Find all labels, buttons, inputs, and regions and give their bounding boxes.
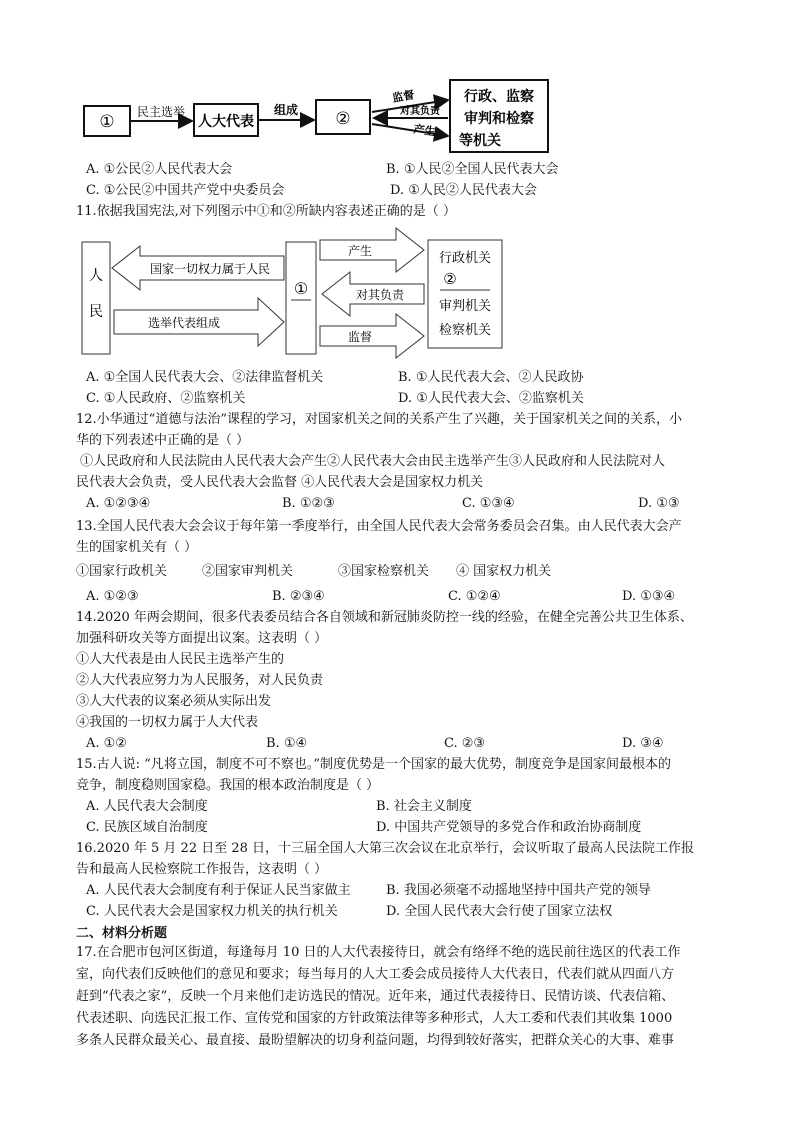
q13-option-b[interactable]: B. ②③④ — [272, 589, 325, 604]
d1-box-4-line-3: 等机关 — [459, 133, 501, 149]
q15-stem-2: 竞争，制度稳则国家稳。我国的根本政治制度是（ ） — [76, 778, 380, 793]
d1-rel-2-label: 对其负责 — [400, 106, 440, 117]
q15-stem-1: 15.古人说: “凡将立国，制度不可不察也。”制度优势是一个国家的最大优势，制度竞争是国家间最根本的 — [76, 757, 671, 772]
q15-option-d[interactable]: D. 中国共产党领导的多党合作和政治协商制度 — [376, 820, 642, 835]
q16-option-b[interactable]: B. 我国必须毫不动摇地坚持中国共产党的领导 — [386, 883, 651, 898]
d1-box-4-line-2: 审判和检察 — [464, 111, 534, 127]
q15-option-a[interactable]: A. 人民代表大会制度 — [86, 799, 208, 814]
q13-option-a[interactable]: A. ①②③ — [86, 589, 139, 604]
q12-option-a[interactable]: A. ①②③④ — [86, 496, 151, 511]
q13-item-2: ②国家审判机关 — [202, 564, 294, 579]
q10-option-c[interactable]: C. ①公民②中国共产党中央委员会 — [86, 183, 285, 198]
q14-item-4: ④我国的一切权力属于人大代表 — [76, 715, 259, 730]
d2-center-label: ① — [293, 279, 309, 298]
q14-stem-1: 14.2020 年两会期间，很多代表委员结合各自领域和新冠肺炎防控一线的经验，在健全完善公共卫生体系、 — [76, 610, 693, 625]
q15-option-b[interactable]: B. 社会主义制度 — [376, 799, 472, 814]
d1-box-4-line-1: 行政、监察 — [464, 89, 534, 105]
q16-option-c[interactable]: C. 人民代表大会是国家权力机关的执行机关 — [86, 904, 338, 919]
d2-people-1: 人 — [89, 268, 103, 284]
q14-option-b[interactable]: B. ①④ — [266, 736, 308, 751]
q13-item-1: ①国家行政机关 — [76, 564, 168, 579]
d1-arrow-1-label: 民主选举 — [136, 105, 186, 119]
q15-option-c[interactable]: C. 民族区域自治制度 — [86, 820, 208, 835]
q13-option-d[interactable]: D. ①③④ — [622, 589, 676, 604]
d1-arrow-2-label: 组成 — [273, 103, 299, 117]
diagram-power-flow — [0, 0, 794, 160]
q10-option-b[interactable]: B. ①人民②全国人民代表大会 — [386, 162, 559, 177]
q12-option-c[interactable]: C. ①③④ — [462, 496, 515, 511]
q11-option-c[interactable]: C. ①人民政府、②监察机关 — [86, 391, 246, 406]
d2-right-line-1: 行政机关 — [438, 251, 492, 266]
d2-rel-2-label: 对其负责 — [355, 288, 405, 302]
q10-option-a[interactable]: A. ①公民②人民代表大会 — [86, 162, 233, 177]
d1-rel-1-label: 监督 — [391, 88, 416, 105]
d1-box-1-label: ① — [99, 112, 115, 132]
q14-option-a[interactable]: A. ①② — [86, 736, 127, 751]
d2-right-line-4: 检察机关 — [438, 323, 492, 338]
d2-rel-1-label: 产生 — [347, 244, 373, 258]
q12-items-2: 民代表大会负责，受人民代表大会监督 ④人民代表大会是国家权力机关 — [76, 475, 484, 490]
q13-option-c[interactable]: C. ①②④ — [448, 589, 501, 604]
q16-option-d[interactable]: D. 全国人民代表大会行使了国家立法权 — [386, 904, 613, 919]
q17-line-5: 多条人民群众最关心、最直接、最盼望解决的切身利益问题，均得到较好落实，把群众关心的大事、难事 — [76, 1033, 675, 1048]
q11-option-b[interactable]: B. ①人民代表大会、②人民政协 — [398, 370, 584, 385]
section-heading-material-analysis: 二、材料分析题 — [76, 926, 168, 941]
q16-option-a[interactable]: A. 人民代表大会制度有利于保证人民当家做主 — [86, 883, 351, 898]
q10-option-d[interactable]: D. ①人民②人民代表大会 — [390, 183, 537, 198]
q14-item-2: ②人大代表应努力为人民服务，对人民负责 — [76, 673, 324, 688]
d2-right-line-3: 审判机关 — [438, 299, 492, 314]
q17-line-2: 室，向代表们反映他们的意见和要求；每当每月的人大工委会成员接待人大代表日，代表们就从四面八方 — [76, 967, 675, 982]
q13-stem-2: 生的国家机关有（ ） — [76, 540, 198, 555]
q11-stem: 11.依据我国宪法,对下列图示中①和②所缺内容表述正确的是（ ） — [76, 204, 456, 219]
d1-box-2-label: 人大代表 — [198, 114, 254, 130]
q12-option-b[interactable]: B. ①②③ — [282, 496, 335, 511]
q17-line-3: 赶到“代表之家”，反映一个月来他们走访选民的情况。近年来，通过代表接待日、民情访谈、代表信箱、 — [76, 989, 675, 1004]
d2-rel-3-label: 监督 — [347, 330, 373, 344]
q14-stem-2: 加强科研攻关等方面提出议案。这表明（ ） — [76, 631, 328, 646]
q14-option-d[interactable]: D. ③④ — [622, 736, 664, 751]
q14-option-c[interactable]: C. ②③ — [444, 736, 486, 751]
d2-right-line-2: ② — [443, 270, 457, 288]
q12-stem-1: 12.小华通过“道德与法治”课程的学习，对国家机关之间的关系产生了兴趣，关于国家机关之间的关系，小 — [76, 412, 682, 427]
q13-item-3: ③国家检察机关 — [338, 564, 430, 579]
d2-arrow-bottom-label: 选举代表组成 — [147, 316, 221, 330]
q12-stem-2: 华的下列表述中正确的是（ ） — [76, 433, 250, 448]
q12-option-d[interactable]: D. ①③ — [638, 496, 680, 511]
d1-box-3-label: ② — [335, 109, 351, 129]
q12-items-1: ①人民政府和人民法院由人民代表大会产生②人民代表大会由民主选举产生③人民政府和人民法院对人 — [80, 454, 666, 469]
q17-line-1: 17.在合肥市包河区街道，每逢每月 10 日的人大代表接待日，就会有络绎不绝的选民前往选区的代表工作 — [76, 945, 681, 960]
q14-item-1: ①人大代表是由人民民主选举产生的 — [76, 652, 285, 667]
q14-item-3: ③人大代表的议案必须从实际出发 — [76, 694, 272, 709]
d2-arrow-top-label: 国家一切权力属于人民 — [149, 262, 271, 276]
q11-option-a[interactable]: A. ①全国人民代表大会、②法律监督机关 — [86, 370, 324, 385]
diagram-constitution — [0, 220, 794, 370]
q13-stem-1: 13.全国人民代表大会会议于每年第一季度举行，由全国人民代表大会常务委员会召集。由人民代表大会产 — [76, 519, 682, 534]
d1-rel-3-label: 产生 — [412, 122, 437, 139]
q16-stem-1: 16.2020 年 5 月 22 日至 28 日，十三届全国人大第三次会议在北京举行，会议听取了最高人民法院工作报 — [76, 841, 695, 856]
q11-option-d[interactable]: D. ①人民代表大会、②监察机关 — [398, 391, 584, 406]
q17-line-4: 代表述职、向选民汇报工作、宣传党和国家的方针政策法律等多种形式，人大工委和代表们其收集 1000 — [76, 1011, 673, 1026]
d2-people-2: 民 — [89, 304, 103, 320]
q16-stem-2: 告和最高人民检察院工作报告，这表明（ ） — [76, 862, 328, 877]
q13-item-4: ④ 国家权力机关 — [456, 564, 552, 579]
